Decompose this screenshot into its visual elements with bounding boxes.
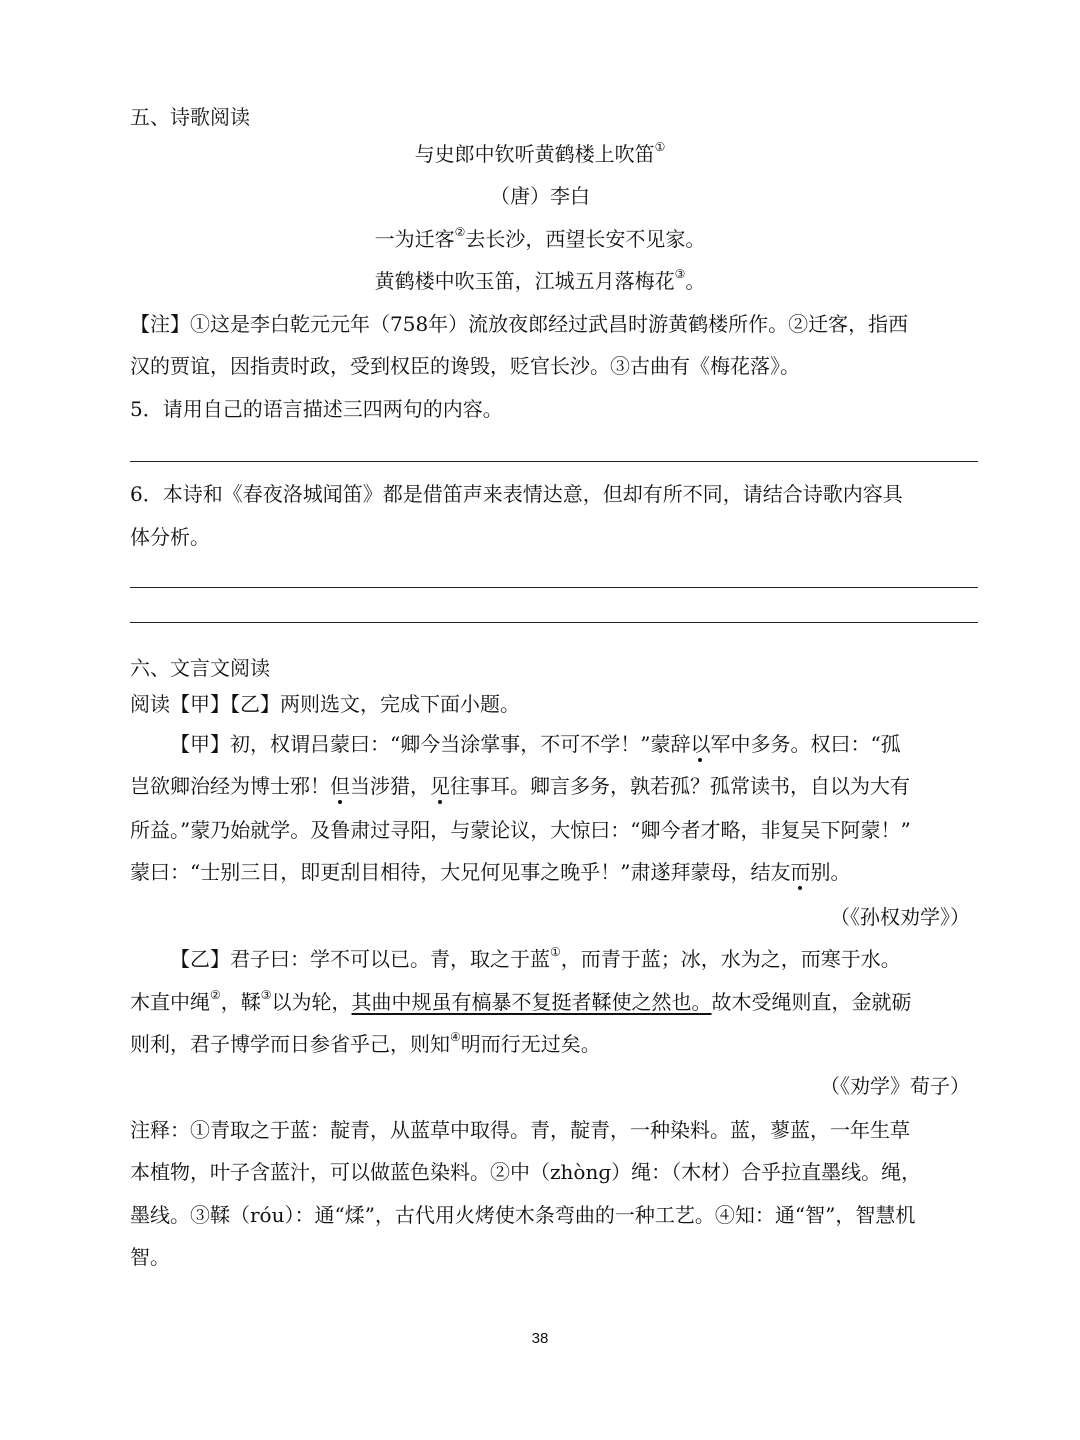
jia-line-2-b: 当涉猎，	[350, 774, 430, 798]
poem-line-2	[0, 267, 1080, 295]
jia-line-1-a: 【甲】初，权谓吕蒙曰：“卿今当涂掌事，不可不学！”蒙辞	[170, 732, 691, 756]
yi-line-3-note: ④	[450, 1030, 461, 1045]
yi-line-1-note: ①	[550, 945, 561, 960]
jia-line-1	[170, 730, 901, 758]
yi-line-3	[130, 1030, 601, 1058]
yi-line-2-d: 故木受绳则直，金就砺	[711, 990, 912, 1014]
jia-line-2-a: 岂欲卿治经为博士邪！	[130, 774, 330, 798]
jia-line-1-b: 军中多务。权曰：“孤	[710, 732, 901, 756]
yi-line-2-c: 以为轮，	[271, 990, 352, 1014]
poem-note-line-2: 汉的贾谊，因指责时政，受到权臣的谗毁，贬官长沙。③古曲有《梅花落》。	[130, 354, 800, 378]
page-number: 38	[531, 1330, 549, 1347]
poem-title	[0, 140, 1080, 168]
poem-line-2-b: 。	[685, 269, 706, 293]
jia-emphasis-jian: 见	[430, 774, 450, 798]
poem-author: （唐）李白	[490, 184, 590, 208]
yi-line-1	[170, 945, 901, 973]
poem-title-note: ①	[654, 140, 666, 155]
yi-line-1-b: ，而青于蓝；冰，水为之，而寒于水。	[560, 947, 901, 971]
jia-line-3: 所益。”蒙乃始就学。及鲁肃过寻阳，与蒙论议，大惊曰：“卿今者才略，非复吴下阿蒙！”	[130, 818, 911, 842]
question-6-line-1: 6．本诗和《春夜洛城闻笛》都是借笛声来表情达意，但却有所不同，请结合诗歌内容具	[130, 482, 903, 506]
yi-line-2-b: ，鞣	[220, 990, 261, 1014]
poem-line-2-note: ③	[674, 267, 686, 282]
answer-line-q5	[130, 461, 978, 462]
poem-line-1-note: ②	[454, 225, 466, 240]
jia-line-4-b: 别。	[810, 860, 851, 884]
jia-emphasis-dan: 但	[330, 774, 350, 798]
jia-line-2-c: 往事耳。卿言多务，孰若孤？孤常读书，自以为大有	[450, 774, 910, 798]
yi-line-3-b: 明而行无过矣。	[460, 1032, 601, 1056]
answer-line-q6-1	[130, 587, 978, 588]
yi-underlined-sentence: 其曲中规虽有槁暴不复挺者鞣使之然也。	[351, 990, 712, 1014]
poem-line-1-b: 去长沙，西望长安不见家。	[465, 227, 706, 251]
poem-note-line-1: 【注】①这是李白乾元元年（758年）流放夜郎经过武昌时游黄鹤楼所作。②迁客，指西	[130, 312, 909, 336]
jia-source: （《孙权劝学》）	[830, 905, 970, 929]
notes-line-2: 本植物，叶子含蓝汁，可以做蓝色染料。②中（zhònɡ）绳：（木材）合乎拉直墨线。绳，	[130, 1160, 922, 1184]
poem-line-1	[0, 225, 1080, 253]
jia-line-2	[130, 772, 910, 800]
notes-line-3: 墨线。③鞣（róu）：通“煣”，古代用火烤使木条弯曲的一种工艺。④知：通“智”，智慧机	[130, 1203, 916, 1227]
jia-line-4	[130, 858, 850, 886]
section-6-heading: 六、文言文阅读	[130, 656, 270, 680]
notes-line-1: 注释：①青取之于蓝：靛青，从蓝草中取得。青，靛青，一种染料。蓝，蓼蓝，一年生草	[130, 1118, 910, 1142]
yi-line-2-a: 木直中绳	[130, 990, 210, 1014]
yi-line-2	[130, 988, 912, 1016]
section-6-intro: 阅读【甲】【乙】两则选文，完成下面小题。	[130, 692, 520, 716]
poem-line-2-a: 黄鹤楼中吹玉笛，江城五月落梅花	[374, 269, 675, 293]
jia-line-4-a: 蒙曰：“士别三日，即更刮目相待，大兄何见事之晚乎！”肃遂拜蒙母，结友	[130, 860, 791, 884]
poem-title-text: 与史郎中钦听黄鹤楼上吹笛	[414, 142, 655, 166]
notes-line-4: 智。	[130, 1245, 170, 1269]
yi-line-1-a: 【乙】君子曰：学不可以已。青，取之于蓝	[170, 947, 550, 971]
yi-source: （《劝学》荀子）	[820, 1074, 970, 1098]
question-5: 5．请用自己的语言描述三四两句的内容。	[130, 397, 503, 421]
jia-emphasis-yi: 以	[690, 732, 711, 756]
question-6-line-2: 体分析。	[130, 525, 210, 549]
section-5-heading: 五、诗歌阅读	[130, 105, 250, 129]
jia-emphasis-er: 而	[790, 860, 811, 884]
yi-line-3-a: 则利，君子博学而日参省乎己，则知	[130, 1032, 450, 1056]
answer-line-q6-2	[130, 622, 978, 623]
yi-line-2-note-2: ③	[260, 988, 272, 1003]
yi-line-2-note-1: ②	[210, 988, 221, 1003]
poem-line-1-a: 一为迁客	[374, 227, 455, 251]
